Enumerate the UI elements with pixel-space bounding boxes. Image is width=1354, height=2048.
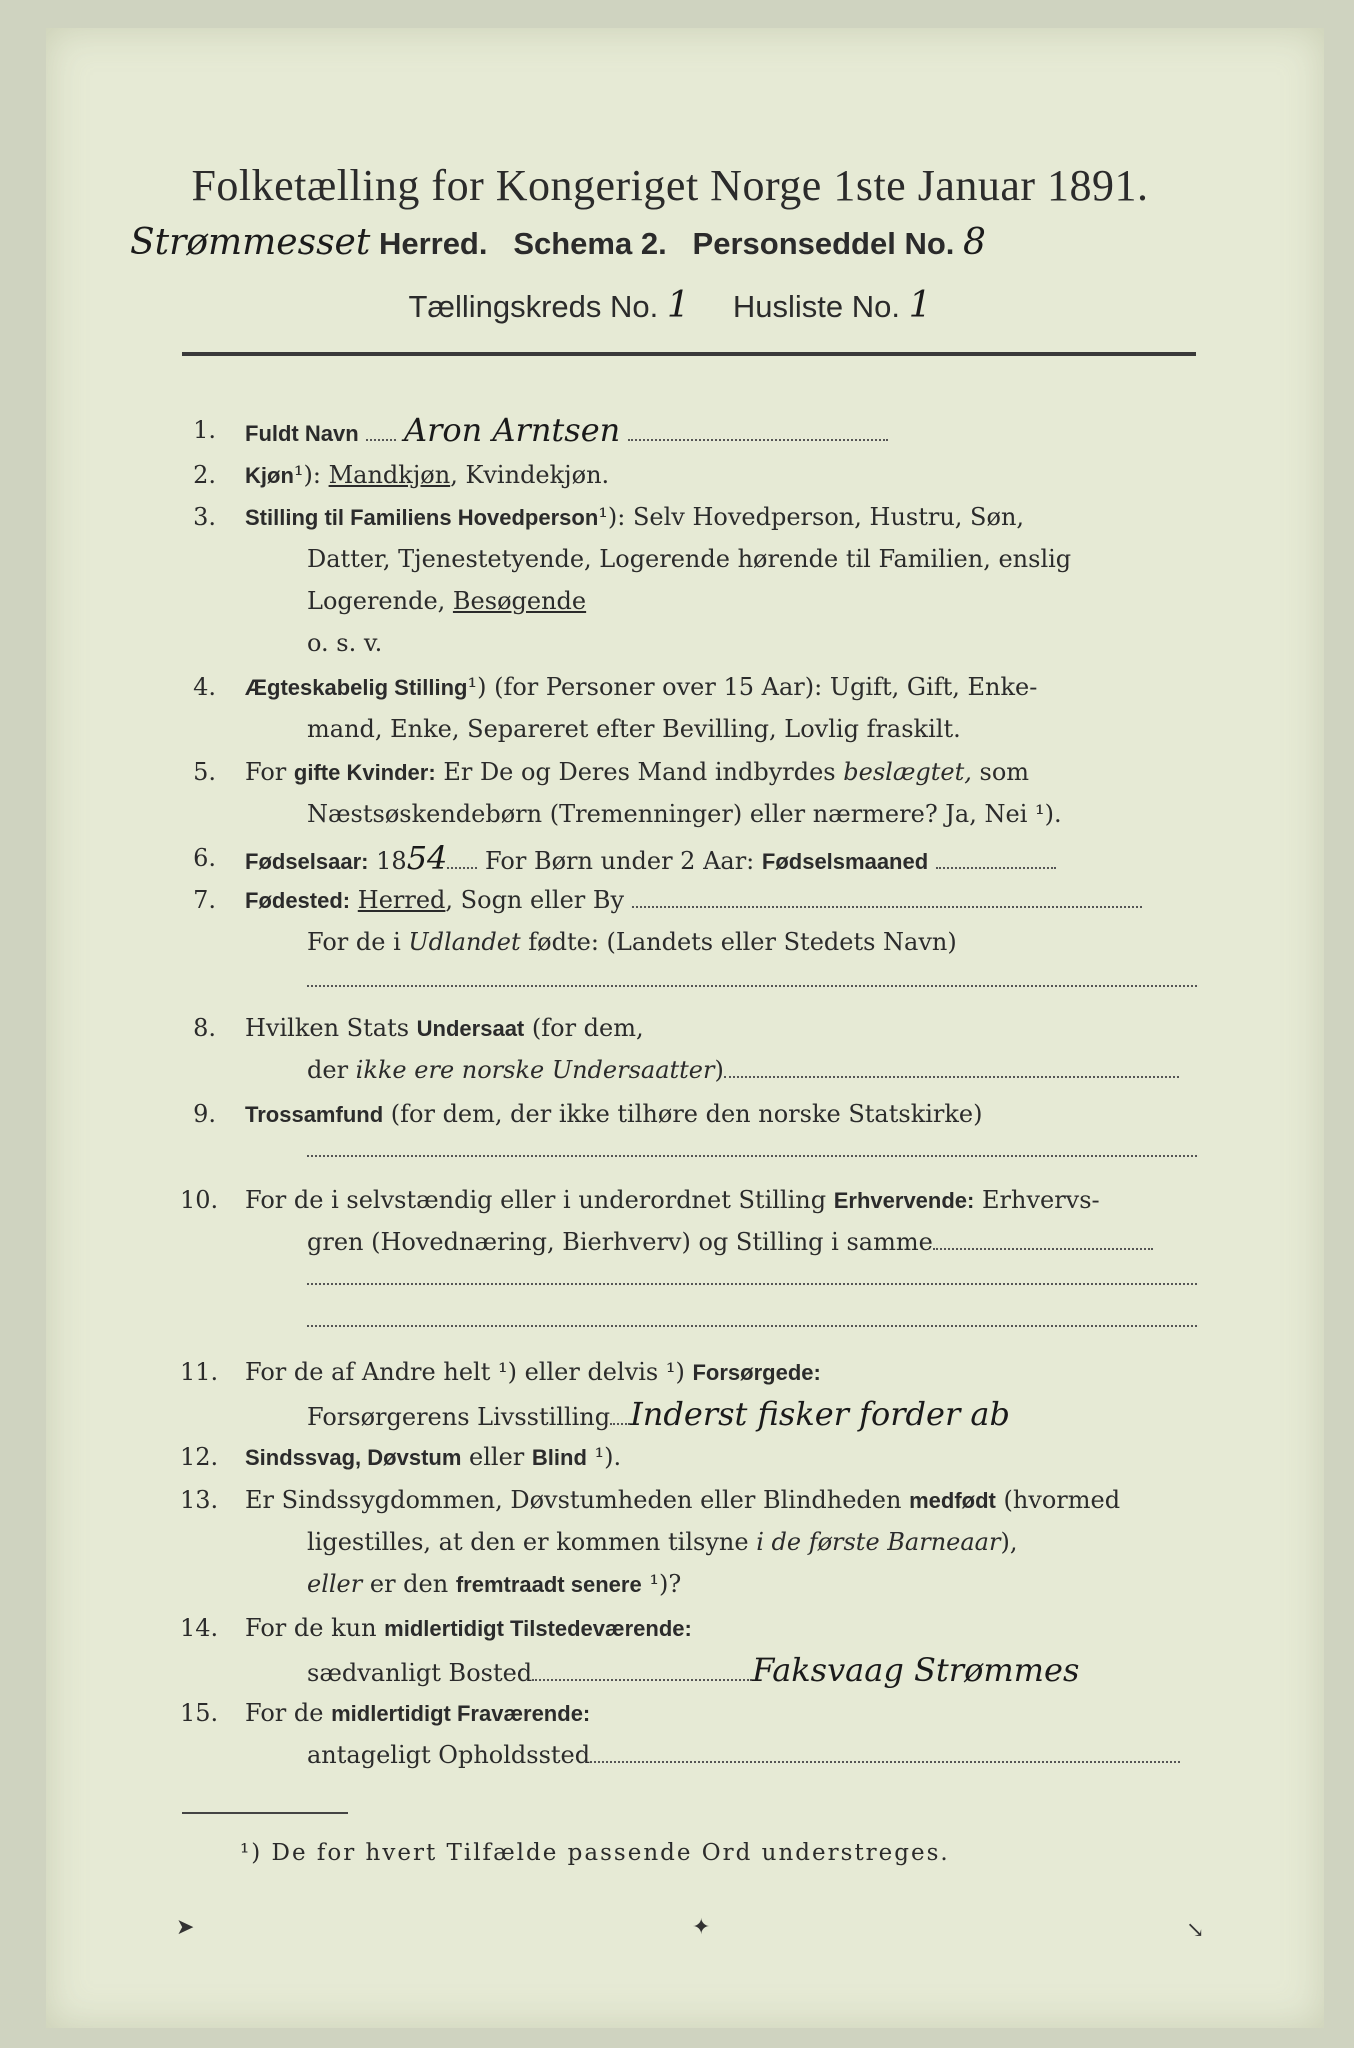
herred-label: Herred. — [378, 226, 488, 261]
item-text: i de første Barneaar — [756, 1528, 1001, 1556]
item-text: ) — [714, 1056, 724, 1084]
item-label: Erhvervende: — [833, 1188, 975, 1213]
husliste-label: Husliste No. — [732, 289, 900, 324]
item-text: (for dem, — [524, 1014, 644, 1042]
item-text: er den — [362, 1570, 456, 1598]
item-text: Er Sindssygdommen, Døvstumheden eller Blindheden — [245, 1486, 910, 1514]
item-text: der — [307, 1056, 356, 1084]
item-number: 3. — [193, 503, 216, 531]
item-number: 1. — [193, 416, 216, 444]
item-label: Fødselsaar: — [245, 849, 369, 874]
item-label: gifte Kvinder: — [293, 760, 436, 785]
item-number: 2. — [193, 461, 216, 489]
item-text: eller — [461, 1443, 532, 1471]
item-text: (hvormed — [995, 1486, 1121, 1514]
item-label: midlertidigt Fraværende: — [331, 1701, 591, 1726]
provider-occupation-answer: Inderst fisker forder ab — [630, 1395, 1010, 1433]
item-label: Blind — [531, 1445, 587, 1470]
item-number: 9. — [193, 1100, 216, 1128]
item-label: Stilling til Familiens Hovedperson — [245, 505, 599, 530]
margin-mark: ↘ — [1186, 1918, 1205, 1943]
form-title: Folketælling for Kongeriget Norge 1ste Januar 1891. — [191, 161, 1149, 210]
item-label: Sindssvag, Døvstum — [245, 1445, 462, 1470]
header-line-3 — [130, 285, 1210, 326]
item-number: 13. — [180, 1486, 219, 1514]
header-rule — [182, 352, 1196, 356]
item-text: Logerende, — [307, 587, 453, 615]
blank-line — [307, 985, 1197, 987]
birth-year-answer: 54 — [406, 839, 448, 877]
item-label: Fødested: — [245, 888, 351, 913]
item-label: fremtraadt senere — [455, 1572, 642, 1597]
item-text: gren (Hovednæring, Bierhverv) og Stilling i samme — [307, 1228, 933, 1256]
item-text: eller — [307, 1570, 363, 1598]
item-label: Undersaat — [416, 1016, 525, 1041]
item-text: Næstsøskendebørn (Tremenninger) eller nærmere? Ja, Nei ¹). — [307, 800, 1062, 828]
margin-mark: ✦ — [692, 1915, 711, 1940]
item-text: mand, Enke, Separeret efter Bevilling, Lovlig fraskilt. — [307, 715, 961, 743]
item-text: Forsørgerens Livsstilling — [307, 1403, 611, 1431]
item-label: medfødt — [909, 1488, 996, 1513]
item-text: , Kvindekjøn. — [450, 461, 610, 489]
item-text: beslægtet, — [843, 758, 972, 786]
item-text: Erhvervs- — [974, 1186, 1100, 1214]
item-text: For de kun — [245, 1614, 385, 1642]
item-text: ¹). — [586, 1443, 622, 1471]
item-text: o. s. v. — [307, 629, 383, 657]
item-text: sædvanligt Bosted — [307, 1659, 533, 1687]
herred-handwritten: Strømmesset — [130, 222, 371, 263]
item-text: For de i selvstændig eller i underordnet Stilling — [245, 1186, 834, 1214]
item-label: Kjøn — [245, 463, 294, 488]
item-text: ikke ere norske Undersaatter — [355, 1056, 715, 1084]
blank-line — [307, 1325, 1197, 1327]
item-label: Fuldt Navn — [245, 421, 359, 446]
item-text: ¹) (for Personer over 15 Aar): Ugift, Gift, Enke- — [467, 673, 1038, 701]
item-text: ), — [1000, 1528, 1018, 1556]
blank-line — [307, 1283, 1197, 1285]
item-text: ¹): — [293, 461, 329, 489]
item-number: 8. — [193, 1014, 216, 1042]
item-label: Trossamfund — [245, 1102, 384, 1127]
selected-option: Herred — [357, 886, 446, 914]
personseddel-number: 8 — [963, 222, 986, 263]
item-label: Ægteskabelig Stilling — [245, 675, 468, 700]
item-text: (for dem, der ikke tilhøre den norske Statskirke) — [383, 1100, 983, 1128]
item-label: Forsørgede: — [692, 1360, 821, 1385]
item-text: ligestilles, at den er kommen tilsyne — [307, 1528, 757, 1556]
selected-option: Besøgende — [452, 587, 587, 615]
item-text: For de i — [307, 928, 409, 956]
item-label: Fødselsmaaned — [761, 849, 929, 874]
item-number: 6. — [193, 844, 216, 872]
item-text: For de — [245, 1699, 332, 1727]
item-number: 10. — [180, 1186, 219, 1214]
husliste-number: 1 — [908, 285, 932, 326]
name-answer: Aron Arntsen — [403, 411, 621, 449]
item-number: 7. — [193, 886, 216, 914]
schema-label: Schema 2. — [513, 226, 667, 261]
item-text: Datter, Tjenestetyende, Logerende hørende til Familien, enslig — [307, 545, 1072, 573]
item-text: ¹): Selv Hovedperson, Hustru, Søn, — [598, 503, 1025, 531]
usual-residence-answer: Faksvaag Strømmes — [752, 1651, 1080, 1689]
footnote: ¹) De for hvert Tilfælde passende Ord understreges. — [240, 1840, 950, 1866]
blank-line — [307, 1155, 1197, 1157]
item-number: 15. — [180, 1699, 219, 1727]
item-text: Hvilken Stats — [245, 1014, 417, 1042]
item-number: 11. — [180, 1358, 219, 1386]
item-number: 14. — [180, 1614, 219, 1642]
item-text: antageligt Opholdssted — [307, 1741, 591, 1769]
item-number: 4. — [193, 673, 216, 701]
taellingskreds-number: 1 — [666, 285, 690, 326]
margin-mark: ➤ — [176, 1915, 195, 1940]
item-text: ¹)? — [641, 1570, 682, 1598]
item-text: For Børn under 2 Aar: — [485, 847, 762, 875]
personseddel-label: Personseddel No. — [692, 226, 955, 261]
header-line-2 — [130, 222, 1210, 263]
item-number: 5. — [193, 758, 216, 786]
item-text: fødte: (Landets eller Stedets Navn) — [520, 928, 957, 956]
item-text: Udlandet — [408, 928, 521, 956]
selected-option: Mandkjøn — [328, 461, 451, 489]
item-text: , Sogn eller By — [445, 886, 625, 914]
item-text: Er De og Deres Mand indbyrdes — [435, 758, 844, 786]
item-number: 12. — [180, 1443, 219, 1471]
taellingskreds-label: Tællingskreds No. — [408, 289, 659, 324]
footnote-rule — [182, 1812, 348, 1814]
item-text: som — [971, 758, 1030, 786]
item-text: For de af Andre helt ¹) eller delvis ¹) — [245, 1358, 693, 1386]
year-prefix: 18 — [376, 847, 407, 875]
item-label: midlertidigt Tilstedeværende: — [384, 1616, 692, 1641]
item-text: For — [245, 758, 294, 786]
